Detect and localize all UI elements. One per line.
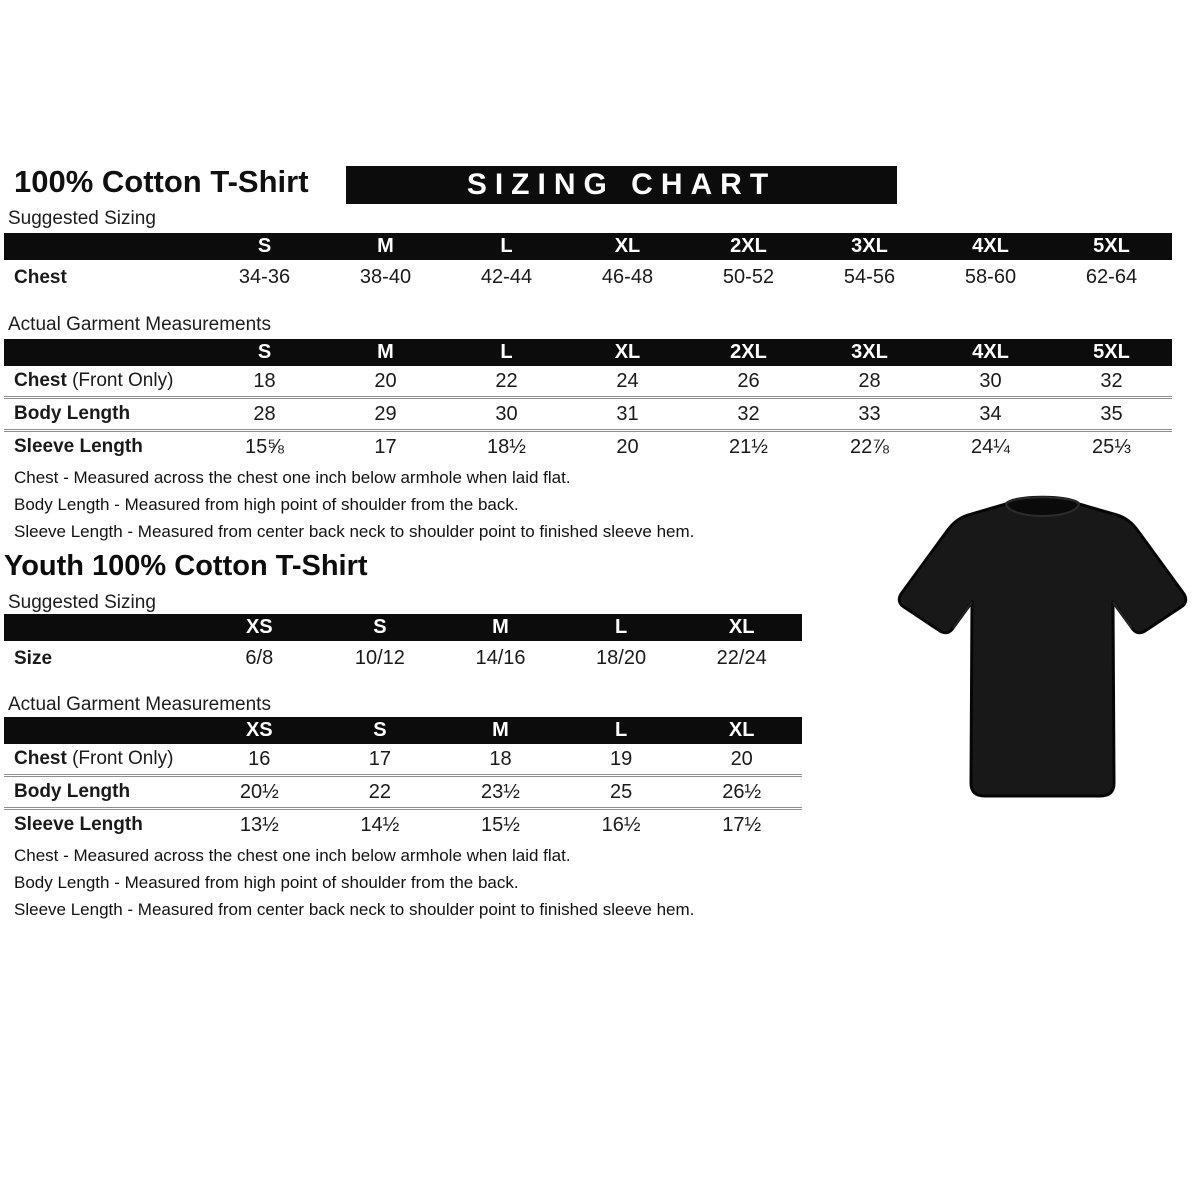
row-label: Chest (Front Only): [14, 370, 174, 391]
row-label: Chest (Front Only): [14, 748, 174, 769]
measurement-value: 34: [930, 398, 1051, 431]
size-column-header: 3XL: [809, 339, 930, 366]
measurement-value: 34-36: [238, 266, 291, 288]
size-header-row: [4, 614, 802, 641]
size-column-header: XS: [199, 614, 320, 641]
measurement-value: 15⅝: [204, 431, 325, 463]
measurement-value: 20½: [199, 776, 320, 809]
measurement-value: 20: [567, 431, 688, 463]
measurement-value: 20: [730, 747, 753, 770]
measurement-value: 32: [1100, 369, 1123, 392]
note-chest: Chest - Measured across the chest one inch below armhole when laid flat.: [14, 468, 571, 487]
measurement-value: 38-40: [359, 266, 412, 288]
size-column-header: M: [440, 717, 561, 744]
size-column-header: L: [561, 614, 682, 641]
size-column-header: XS: [199, 717, 320, 744]
size-column-header: L: [446, 339, 567, 366]
measurement-value: 28: [858, 369, 881, 392]
adult-actual-measurements-table: [4, 339, 1172, 462]
measurement-value: 35: [1051, 398, 1172, 431]
measurement-row: [4, 260, 1172, 295]
measurement-value: 22/24: [716, 647, 767, 669]
size-column-header: 4XL: [930, 233, 1051, 260]
page-title: 100% Cotton T-Shirt: [14, 164, 309, 199]
measurement-value: 30: [979, 369, 1002, 392]
measurement-row: [4, 809, 802, 841]
measurement-value: 6/8: [245, 647, 274, 669]
row-label: Body Length: [4, 776, 199, 809]
youth-actual-measurements-table: [4, 717, 802, 840]
row-label: Chest: [14, 266, 67, 288]
youth-section-title: Youth 100% Cotton T-Shirt: [4, 550, 368, 582]
size-column-header: 4XL: [930, 339, 1051, 366]
size-column-header: M: [325, 339, 446, 366]
measurement-value: 17: [368, 747, 392, 770]
size-column-header: S: [204, 339, 325, 366]
measurement-value: 17½: [681, 809, 802, 841]
size-column-header: M: [325, 233, 446, 260]
measurement-value: 16½: [561, 809, 682, 841]
measurement-value: 13½: [199, 809, 320, 841]
measurement-value: 25: [561, 776, 682, 809]
measurement-value: 23½: [440, 776, 561, 809]
size-column-header: 2XL: [688, 233, 809, 260]
measurement-value: 50-52: [722, 266, 775, 288]
adult-suggested-sizing-label: Suggested Sizing: [8, 208, 156, 229]
note-body-length: Body Length - Measured from high point of shoulder from the back.: [14, 873, 519, 892]
measurement-value: 42-44: [480, 266, 533, 288]
youth-suggested-sizing-table: [4, 614, 802, 676]
measurement-value: 18½: [446, 431, 567, 463]
measurement-value: 16: [248, 747, 271, 770]
row-label: Body Length: [4, 398, 204, 431]
size-column-header: M: [440, 614, 561, 641]
size-column-header: 3XL: [809, 233, 930, 260]
youth-measurement-notes: [14, 842, 694, 923]
measurement-row: [4, 366, 1172, 398]
size-column-header: L: [446, 233, 567, 260]
black-tshirt-image: [890, 478, 1195, 808]
note-sleeve-length: Sleeve Length - Measured from center back neck to shoulder point to finished sleeve hem.: [14, 522, 695, 541]
size-column-header: XL: [567, 339, 688, 366]
measurement-value: 26: [737, 369, 760, 392]
header-spacer: [4, 614, 199, 641]
youth-suggested-sizing-label: Suggested Sizing: [8, 592, 156, 613]
measurement-row: [4, 641, 802, 676]
measurement-value: 26½: [681, 776, 802, 809]
measurement-value: 14/16: [475, 647, 526, 669]
measurement-value: 18: [489, 747, 512, 770]
measurement-value: 33: [809, 398, 930, 431]
size-column-header: L: [561, 717, 682, 744]
measurement-value: 22: [320, 776, 441, 809]
note-body-length: Body Length - Measured from high point of shoulder from the back.: [14, 495, 519, 514]
measurement-value: 31: [567, 398, 688, 431]
header-spacer: [4, 717, 199, 744]
measurement-value: 58-60: [964, 266, 1017, 288]
measurement-value: 20: [374, 369, 397, 392]
tshirt-silhouette: [899, 497, 1185, 796]
size-header-row: [4, 339, 1172, 366]
measurement-value: 15½: [440, 809, 561, 841]
size-column-header: 2XL: [688, 339, 809, 366]
measurement-row: [4, 398, 1172, 431]
sizing-chart-banner-label: SIZING CHART: [466, 168, 777, 201]
measurement-value: 22⅞: [809, 431, 930, 463]
measurement-value: 18/20: [596, 647, 647, 669]
row-label: Sleeve Length: [4, 431, 204, 463]
measurement-value: 30: [446, 398, 567, 431]
adult-suggested-sizing-table: [4, 233, 1172, 295]
sizing-chart-banner: [346, 166, 897, 204]
size-column-header: S: [204, 233, 325, 260]
measurement-value: 29: [325, 398, 446, 431]
measurement-value: 24: [616, 369, 639, 392]
row-label: Sleeve Length: [4, 809, 199, 841]
measurement-value: 14½: [320, 809, 441, 841]
note-sleeve-length: Sleeve Length - Measured from center back neck to shoulder point to finished sleeve hem.: [14, 900, 695, 919]
measurement-value: 17: [325, 431, 446, 463]
size-header-row: [4, 233, 1172, 260]
size-column-header: XL: [567, 233, 688, 260]
measurement-value: 24¼: [930, 431, 1051, 463]
size-column-header: XL: [681, 717, 802, 744]
measurement-value: 32: [688, 398, 809, 431]
size-column-header: XL: [681, 614, 802, 641]
size-column-header: S: [320, 614, 441, 641]
adult-measurement-notes: [14, 464, 694, 545]
measurement-value: 54-56: [843, 266, 896, 288]
measurement-value: 28: [204, 398, 325, 431]
note-chest: Chest - Measured across the chest one inch below armhole when laid flat.: [14, 846, 571, 865]
size-header-row: [4, 717, 802, 744]
measurement-row: [4, 776, 802, 809]
row-label: Size: [14, 647, 53, 669]
adult-actual-measurements-label: Actual Garment Measurements: [8, 314, 271, 335]
header-spacer: [4, 339, 204, 366]
measurement-value: 10/12: [354, 647, 405, 669]
header-spacer: [4, 233, 204, 260]
youth-actual-measurements-label: Actual Garment Measurements: [8, 694, 271, 715]
measurement-value: 62-64: [1085, 266, 1138, 288]
measurement-value: 19: [609, 747, 633, 770]
measurement-value: 22: [495, 369, 518, 392]
measurement-value: 46-48: [601, 266, 654, 288]
measurement-value: 18: [253, 369, 276, 392]
tshirt-collar: [1006, 497, 1079, 516]
measurement-row: [4, 744, 802, 776]
measurement-row: [4, 431, 1172, 463]
measurement-value: 21½: [688, 431, 809, 463]
measurement-value: 25⅓: [1051, 431, 1172, 463]
size-column-header: 5XL: [1051, 339, 1172, 366]
size-column-header: S: [320, 717, 441, 744]
size-column-header: 5XL: [1051, 233, 1172, 260]
